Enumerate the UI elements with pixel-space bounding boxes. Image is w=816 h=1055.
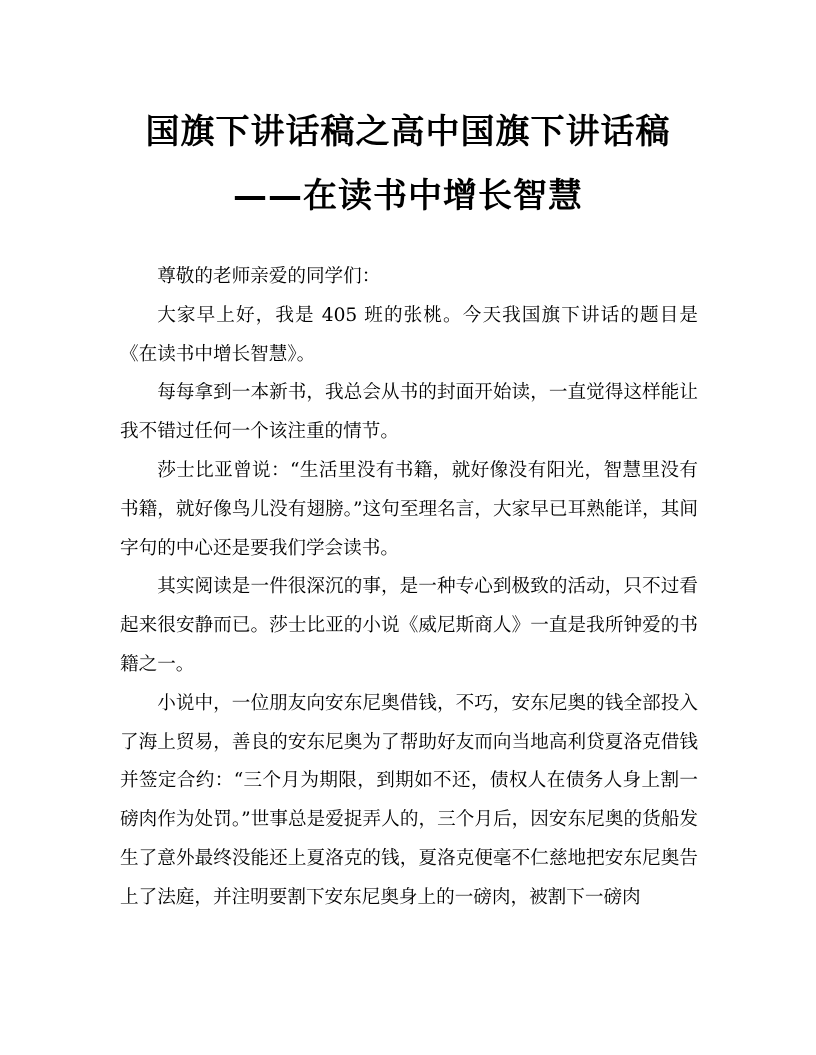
paragraph-shakespeare-quote: 莎士比亚曾说：“生活里没有书籍，就好像没有阳光，智慧里没有书籍，就好像鸟儿没有翅膀。”这句至理名言，大家早已耳熟能详，其间字句的中心还是要我们学会读书。 [120,459,698,559]
paragraph-story: 小说中，一位朋友向安东尼奥借钱，不巧，安东尼奥的钱全部投入了海上贸易，善良的安东尼奥为了帮助好友而向当地高利贷夏洛克借钱并签定合约：“三个月为期限，到期如不还，债权人在债务人身上割一磅肉作为处罚。”世事总是爱捉弄人的，三个月后，因安东尼奥的货船发生了意外最终没能还上夏洛克的钱，夏洛克便毫不仁慈地把安东尼奥告上了法庭，并注明要割下安东尼奥身上的一磅肉，被割下一磅肉 [120,692,698,908]
document-title: 国旗下讲话稿之高中国旗下讲话稿 [145,112,671,152]
document-subtitle: ——在读书中增长智慧 [233,176,583,216]
paragraph-intro: 大家早上好，我是 405 班的张桃。今天我国旗下讲话的题目是《在读书中增长智慧》。 [120,304,698,365]
paragraph-reading-habit: 每每拿到一本新书，我总会从书的封面开始读，一直觉得这样能让我不错过任何一个该注重的情节。 [120,382,698,443]
paragraph-reading-depth: 其实阅读是一件很深沉的事，是一种专心到极致的活动，只不过看起来很安静而已。莎士比亚的小说《威尼斯商人》一直是我所钟爱的书籍之一。 [120,576,698,675]
paragraph-greeting: 尊敬的老师亲爱的同学们： [157,266,381,287]
document-body [120,258,698,918]
